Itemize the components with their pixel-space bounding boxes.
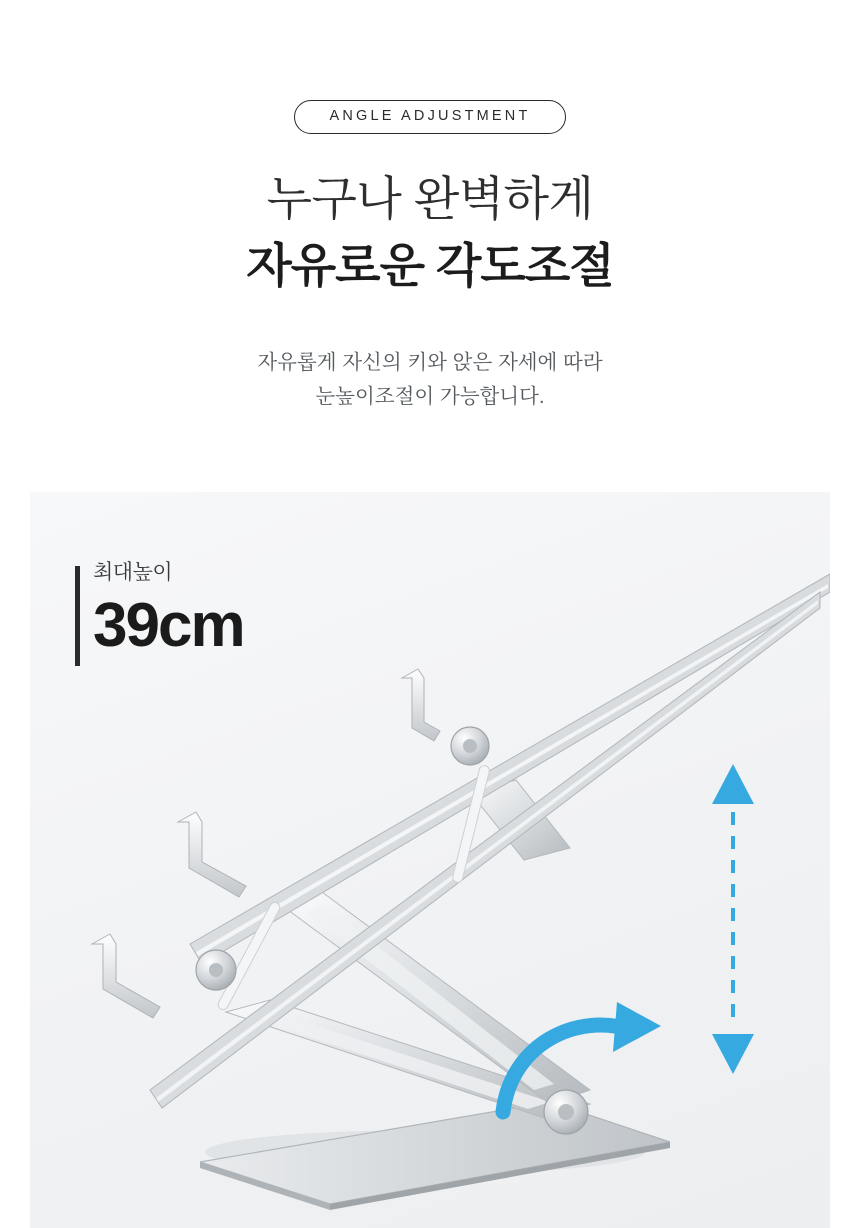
hero-section	[0, 0, 860, 413]
vertical-height-arrow	[710, 764, 756, 1074]
max-height-value: 39cm	[93, 591, 244, 660]
max-height-callout	[75, 561, 244, 660]
arrow-up-icon	[712, 764, 754, 804]
product-image-panel	[30, 492, 830, 1228]
subcopy	[0, 346, 860, 414]
subcopy-line-2: 눈높이조절이 가능합니다.	[315, 384, 545, 408]
page-title	[0, 168, 860, 296]
headline-line-2: 자유로운 각도조절	[246, 238, 614, 292]
rotate-arrow-icon	[485, 1000, 675, 1120]
section-badge: ANGLE ADJUSTMENT	[294, 100, 565, 134]
arrow-down-icon	[712, 1034, 754, 1074]
headline-line-1: 누구나 완벽하게	[266, 171, 594, 225]
subcopy-line-1: 자유롭게 자신의 키와 앉은 자세에 따라	[257, 350, 603, 374]
max-height-label: 최대높이	[93, 561, 173, 584]
